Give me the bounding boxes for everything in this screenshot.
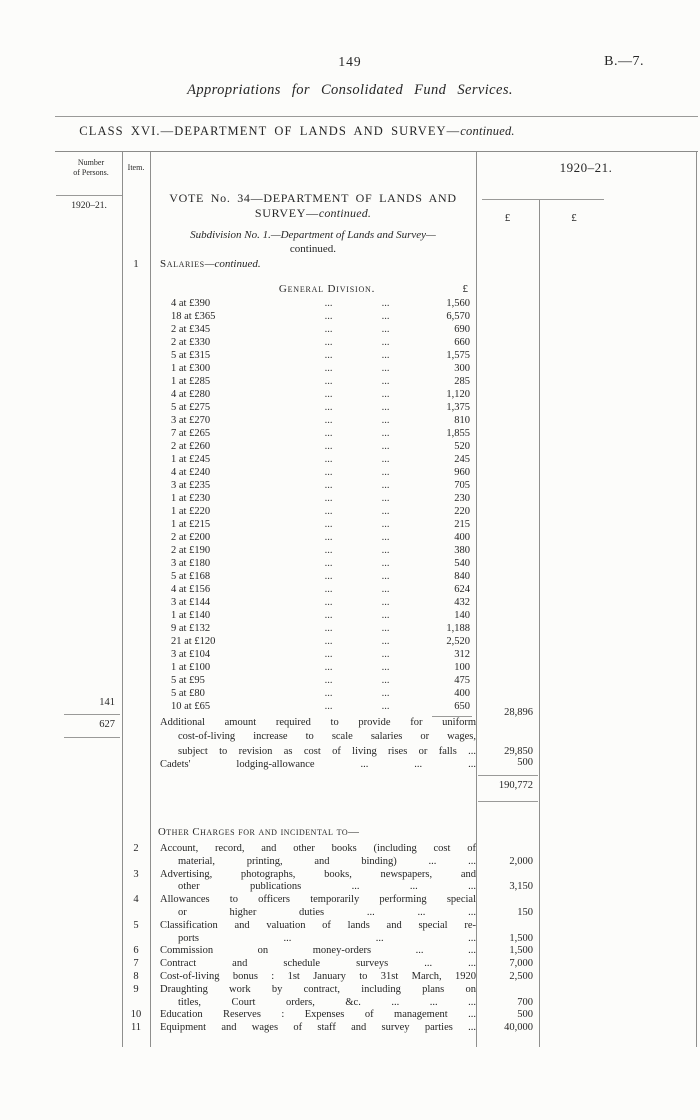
charge-description <box>150 971 476 984</box>
vote-heading <box>150 191 476 220</box>
salary-quantity-rate: 5 at £275 <box>171 402 211 413</box>
charge-item-number: 3 <box>133 868 139 880</box>
salary-row <box>150 700 476 713</box>
dot-leader: ... <box>381 493 390 504</box>
charge-item-number: 7 <box>133 958 139 970</box>
dot-leader: ... <box>381 662 390 673</box>
salary-quantity-rate: 1 at £215 <box>171 519 211 530</box>
charge-amount: 40,000 <box>504 1022 533 1034</box>
general-division-row <box>150 283 476 295</box>
charge-row <box>122 945 539 958</box>
salary-quantity-rate: 5 at £168 <box>171 571 211 582</box>
dot-leader: ... <box>324 545 333 556</box>
general-division-heading: General Division. <box>278 283 376 295</box>
top-divider-rule <box>55 116 698 117</box>
charge-line2: or higher duties ... ... ... <box>178 906 476 918</box>
dot-leader: ... <box>324 623 333 634</box>
salary-row <box>150 479 476 492</box>
dot-leader: ... <box>381 519 390 530</box>
salary-quantity-rate: 21 at £120 <box>171 636 216 647</box>
dot-leader: ... <box>381 376 390 387</box>
salary-row <box>150 492 476 505</box>
subdivision-heading <box>150 229 476 256</box>
dot-leader: ... <box>381 350 390 361</box>
salary-quantity-rate: 1 at £230 <box>171 493 211 504</box>
charge-amount: 7,000 <box>509 958 533 970</box>
pound-header-left: £ <box>504 212 511 224</box>
salary-amount: 220 <box>454 506 470 517</box>
salary-quantity-rate: 18 at £365 <box>171 311 216 322</box>
charge-line2: ports ... ... ... <box>178 932 476 944</box>
salary-amount: 624 <box>454 584 470 595</box>
dot-leader: ... <box>324 532 333 543</box>
salary-quantity-rate: 5 at £80 <box>171 688 205 699</box>
dot-leader: ... <box>324 428 333 439</box>
dot-leader: ... <box>381 649 390 660</box>
persons-total-rule <box>64 737 120 738</box>
dot-leader: ... <box>381 415 390 426</box>
vote-heading-line1: VOTE No. 34—DEPARTMENT OF LANDS AND <box>169 191 457 205</box>
salary-amount: 810 <box>454 415 470 426</box>
charge-item-number: 6 <box>133 945 139 957</box>
dot-leader: ... <box>381 441 390 452</box>
dot-leader: ... <box>381 545 390 556</box>
salary-amount: 230 <box>454 493 470 504</box>
dot-leader: ... <box>324 467 333 478</box>
dot-leader: ... <box>381 298 390 309</box>
charge-line1: Cost-of-living bonus : 1st January to 31st March, 1920 <box>160 970 476 982</box>
salary-quantity-rate: 10 at £65 <box>171 701 211 712</box>
dot-leader: ... <box>324 402 333 413</box>
charge-description <box>150 920 476 946</box>
charge-line1: Account, record, and other books (including cost of <box>160 843 476 854</box>
dot-leader: ... <box>324 636 333 647</box>
salary-row <box>150 557 476 570</box>
salary-amount: 400 <box>454 688 470 699</box>
salary-row <box>150 674 476 687</box>
class-heading-continued: continued. <box>460 124 515 138</box>
dot-leader: ... <box>324 376 333 387</box>
charge-description <box>150 958 476 971</box>
salary-row <box>150 323 476 336</box>
salary-amount: 2,520 <box>446 636 470 647</box>
dot-leader: ... <box>381 454 390 465</box>
charge-line1: Advertising, photographs, books, newspapers, and <box>160 868 476 880</box>
subdivision-line1: Subdivision No. 1.—Department of Lands and Survey— <box>190 229 436 241</box>
dot-leader: ... <box>381 311 390 322</box>
table-right-border <box>696 152 697 1047</box>
dot-leader: ... <box>324 519 333 530</box>
grand-total-amount: 190,772 <box>498 780 533 791</box>
charge-amount: 3,150 <box>509 881 533 893</box>
salary-amount: 312 <box>454 649 470 660</box>
charge-row <box>122 1022 539 1035</box>
salary-quantity-rate: 4 at £280 <box>171 389 211 400</box>
charge-amount: 1,500 <box>509 945 533 957</box>
additional-amount: 29,850 <box>504 746 533 757</box>
dot-leader: ... <box>324 454 333 465</box>
salary-quantity-rate: 3 at £180 <box>171 558 211 569</box>
salary-amount: 690 <box>454 324 470 335</box>
item-number-1: 1 <box>133 258 139 270</box>
page-number: 149 <box>338 54 362 69</box>
salary-row <box>150 362 476 375</box>
dot-leader: ... <box>324 298 333 309</box>
salary-amount: 6,570 <box>446 311 470 322</box>
salary-row <box>150 427 476 440</box>
salary-amount: 1,188 <box>446 623 470 634</box>
salary-amount: 1,575 <box>446 350 470 361</box>
charge-description <box>150 894 476 920</box>
charge-item-number: 10 <box>130 1009 142 1021</box>
salary-amount: 285 <box>454 376 470 387</box>
document-reference: B.—7. <box>604 54 644 69</box>
dot-leader: ... <box>324 558 333 569</box>
salary-row <box>150 453 476 466</box>
charge-line2: material, printing, and binding) ... ... <box>178 855 476 867</box>
charge-line1: Classification and valuation of lands and special re- <box>160 919 476 931</box>
dot-leader: ... <box>381 597 390 608</box>
charge-row <box>122 894 539 920</box>
dot-leader: ... <box>381 584 390 595</box>
salary-row <box>150 414 476 427</box>
charge-amount: 150 <box>517 906 533 918</box>
salary-row <box>150 531 476 544</box>
salary-row <box>150 661 476 674</box>
salary-quantity-rate: 2 at £260 <box>171 441 211 452</box>
persons-header-line1: Number <box>77 158 105 167</box>
salaries-line <box>160 258 261 270</box>
salary-row <box>150 375 476 388</box>
charge-description <box>150 1009 476 1022</box>
salary-amount: 520 <box>454 441 470 452</box>
dot-leader: ... <box>324 649 333 660</box>
charge-item-number: 9 <box>133 983 139 995</box>
persons-total: 627 <box>99 719 115 730</box>
persons-year-label: 1920–21. <box>71 201 107 211</box>
charge-item-number: 2 <box>133 843 139 854</box>
salary-amount: 960 <box>454 467 470 478</box>
charge-line1: Draughting work by contract, including plans on <box>160 983 476 995</box>
salary-row <box>150 518 476 531</box>
salary-row <box>150 635 476 648</box>
salary-row <box>150 336 476 349</box>
salary-quantity-rate: 1 at £300 <box>171 363 211 374</box>
pound-header-right: £ <box>571 212 577 224</box>
salary-quantity-rate: 2 at £200 <box>171 532 211 543</box>
charge-amount: 700 <box>517 996 533 1008</box>
year-column-header: 1920–21. <box>559 160 613 175</box>
salary-amount: 432 <box>454 597 470 608</box>
salary-row <box>150 687 476 700</box>
additional-line1: Additional amount required to provide for uniform <box>160 717 476 728</box>
salary-quantity-rate: 5 at £315 <box>171 350 211 361</box>
salary-quantity-rate: 3 at £144 <box>171 597 211 608</box>
salary-row <box>150 401 476 414</box>
dot-leader: ... <box>324 701 333 712</box>
dot-leader: ... <box>324 597 333 608</box>
charge-row <box>122 843 539 869</box>
charge-item-number: 5 <box>133 919 139 931</box>
charge-description <box>150 984 476 1010</box>
dot-leader: ... <box>381 610 390 621</box>
dot-leader: ... <box>381 389 390 400</box>
salary-amount: 1,375 <box>446 402 470 413</box>
additional-line2: cost-of-living increase to scale salaries or wages, <box>178 731 476 743</box>
salary-amount: 840 <box>454 571 470 582</box>
persons-header-line2: of Persons. <box>73 167 109 177</box>
other-charges-rows <box>122 843 539 1035</box>
salary-row <box>150 648 476 661</box>
dot-leader: ... <box>381 324 390 335</box>
dot-leader: ... <box>324 441 333 452</box>
salary-row <box>150 466 476 479</box>
dot-leader: ... <box>381 402 390 413</box>
salary-amount: 140 <box>454 610 470 621</box>
charge-line1: Commission on money-orders ... ... <box>160 945 476 957</box>
dot-leader: ... <box>381 428 390 439</box>
salary-row <box>150 622 476 635</box>
dot-leader: ... <box>324 415 333 426</box>
dot-leader: ... <box>381 571 390 582</box>
additional-amount-block <box>150 716 476 759</box>
salary-quantity-rate: 3 at £270 <box>171 415 211 426</box>
persons-subtotal-rule <box>64 714 120 715</box>
salary-quantity-rate: 5 at £95 <box>171 675 205 686</box>
salaries-label: Salaries <box>160 258 205 270</box>
salary-row <box>150 570 476 583</box>
charge-line2: titles, Court orders, &c. ... ... ... <box>178 996 476 1008</box>
salary-row <box>150 388 476 401</box>
charge-row <box>122 958 539 971</box>
class-heading <box>0 124 594 139</box>
charge-row <box>122 920 539 946</box>
salary-amount: 705 <box>454 480 470 491</box>
year-header-rule <box>482 199 604 200</box>
salary-row <box>150 505 476 518</box>
salary-quantity-rate: 4 at £390 <box>171 298 211 309</box>
dot-leader: ... <box>324 493 333 504</box>
salary-quantity-rate: 3 at £235 <box>171 480 211 491</box>
general-division-pound: £ <box>462 283 468 295</box>
vote-heading-line2 <box>150 206 476 221</box>
dot-leader: ... <box>324 363 333 374</box>
charge-row <box>122 971 539 984</box>
additional-line3: subject to revision as cost of living rises or falls ... <box>178 745 476 757</box>
dot-leader: ... <box>324 584 333 595</box>
salary-row <box>150 583 476 596</box>
salary-amount: 1,120 <box>446 389 470 400</box>
salary-quantity-rate: 1 at £140 <box>171 610 211 621</box>
salary-amount: 100 <box>454 662 470 673</box>
dot-leader: ... <box>381 467 390 478</box>
dot-leader: ... <box>381 623 390 634</box>
salary-amount: 300 <box>454 363 470 374</box>
charge-row <box>122 984 539 1010</box>
charge-amount: 500 <box>517 1009 533 1021</box>
charge-amount: 1,500 <box>509 932 533 944</box>
salary-amount: 380 <box>454 545 470 556</box>
charge-description <box>150 945 476 958</box>
salary-quantity-rate: 9 at £132 <box>171 623 211 634</box>
salary-amount: 475 <box>454 675 470 686</box>
vote-line2-continued: continued. <box>318 205 372 220</box>
charge-item-number: 8 <box>133 970 139 982</box>
grand-total-top-rule <box>478 775 538 776</box>
cadets-lodging-line: Cadets' lodging-allowance ... ... ... <box>160 759 476 770</box>
item-column-header: Item. <box>127 163 145 172</box>
dot-leader: ... <box>324 480 333 491</box>
dot-leader: ... <box>324 610 333 621</box>
charge-description <box>150 1022 476 1035</box>
dot-leader: ... <box>381 688 390 699</box>
salary-quantity-rate: 2 at £190 <box>171 545 211 556</box>
col-divider-amount-amount <box>539 200 540 1047</box>
charge-amount: 2,500 <box>509 970 533 982</box>
salary-amount: 400 <box>454 532 470 543</box>
dot-leader: ... <box>324 311 333 322</box>
salary-row <box>150 609 476 622</box>
salary-amount: 215 <box>454 519 470 530</box>
charge-amount: 2,000 <box>509 855 533 867</box>
dot-leader: ... <box>324 389 333 400</box>
charge-description <box>150 869 476 895</box>
salary-quantity-rate: 1 at £220 <box>171 506 211 517</box>
salary-quantity-rate: 2 at £330 <box>171 337 211 348</box>
dot-leader: ... <box>381 636 390 647</box>
running-title: Appropriations for Consolidated Fund Services. <box>187 82 513 98</box>
dot-leader: ... <box>324 506 333 517</box>
class-heading-text: CLASS XVI.—DEPARTMENT OF LANDS AND SURVEY— <box>79 124 461 138</box>
grand-total-bottom-rule <box>478 801 538 802</box>
charge-row <box>122 869 539 895</box>
salary-rows <box>150 297 476 713</box>
dot-leader: ... <box>324 571 333 582</box>
dot-leader: ... <box>324 350 333 361</box>
dot-leader: ... <box>381 558 390 569</box>
persons-subtotal: 141 <box>99 697 115 708</box>
salary-amount: 660 <box>454 337 470 348</box>
salary-row <box>150 310 476 323</box>
salary-amount: 540 <box>454 558 470 569</box>
cadets-amount: 500 <box>517 757 533 768</box>
dot-leader: ... <box>381 363 390 374</box>
dot-leader: ... <box>381 532 390 543</box>
other-charges-heading: Other Charges for and incidental to— <box>158 826 360 838</box>
dot-leader: ... <box>324 662 333 673</box>
salary-row <box>150 440 476 453</box>
dot-leader: ... <box>381 675 390 686</box>
charge-line2: other publications ... ... ... <box>178 881 476 893</box>
charge-item-number: 11 <box>130 1022 142 1034</box>
salary-quantity-rate: 1 at £100 <box>171 662 211 673</box>
subdivision-line2: continued. <box>289 242 337 255</box>
salary-row <box>150 544 476 557</box>
salary-quantity-rate: 4 at £240 <box>171 467 211 478</box>
dot-leader: ... <box>381 506 390 517</box>
salary-quantity-rate: 2 at £345 <box>171 324 211 335</box>
dot-leader: ... <box>324 688 333 699</box>
charge-line1: Allowances to officers temporarily performing special <box>160 894 476 906</box>
salaries-total-amount: 28,896 <box>504 707 533 718</box>
charge-line1: Contract and schedule surveys ... ... <box>160 958 476 970</box>
salary-quantity-rate: 3 at £104 <box>171 649 211 660</box>
dot-leader: ... <box>381 701 390 712</box>
salary-row <box>150 596 476 609</box>
persons-header-rule <box>56 195 122 196</box>
salary-quantity-rate: 1 at £285 <box>171 376 211 387</box>
charge-line1: Equipment and wages of staff and survey parties ... <box>160 1022 476 1034</box>
dot-leader: ... <box>381 337 390 348</box>
salary-row <box>150 349 476 362</box>
charge-description <box>150 843 476 869</box>
salary-quantity-rate: 7 at £265 <box>171 428 211 439</box>
salary-amount: 650 <box>454 701 470 712</box>
salary-quantity-rate: 4 at £156 <box>171 584 211 595</box>
dot-leader: ... <box>324 675 333 686</box>
table-top-rule <box>55 151 698 152</box>
persons-column-header <box>60 158 122 177</box>
charge-item-number: 4 <box>133 894 139 906</box>
salaries-continued: —continued. <box>204 258 261 270</box>
salary-row <box>150 297 476 310</box>
vote-line2-prefix: SURVEY— <box>254 205 319 220</box>
salary-amount: 1,560 <box>446 298 470 309</box>
dot-leader: ... <box>381 480 390 491</box>
charge-line1: Education Reserves : Expenses of management ... <box>160 1009 476 1021</box>
dot-leader: ... <box>324 337 333 348</box>
salary-amount: 245 <box>454 454 470 465</box>
salary-quantity-rate: 1 at £245 <box>171 454 211 465</box>
salary-amount: 1,855 <box>446 428 470 439</box>
charge-row <box>122 1009 539 1022</box>
dot-leader: ... <box>324 324 333 335</box>
